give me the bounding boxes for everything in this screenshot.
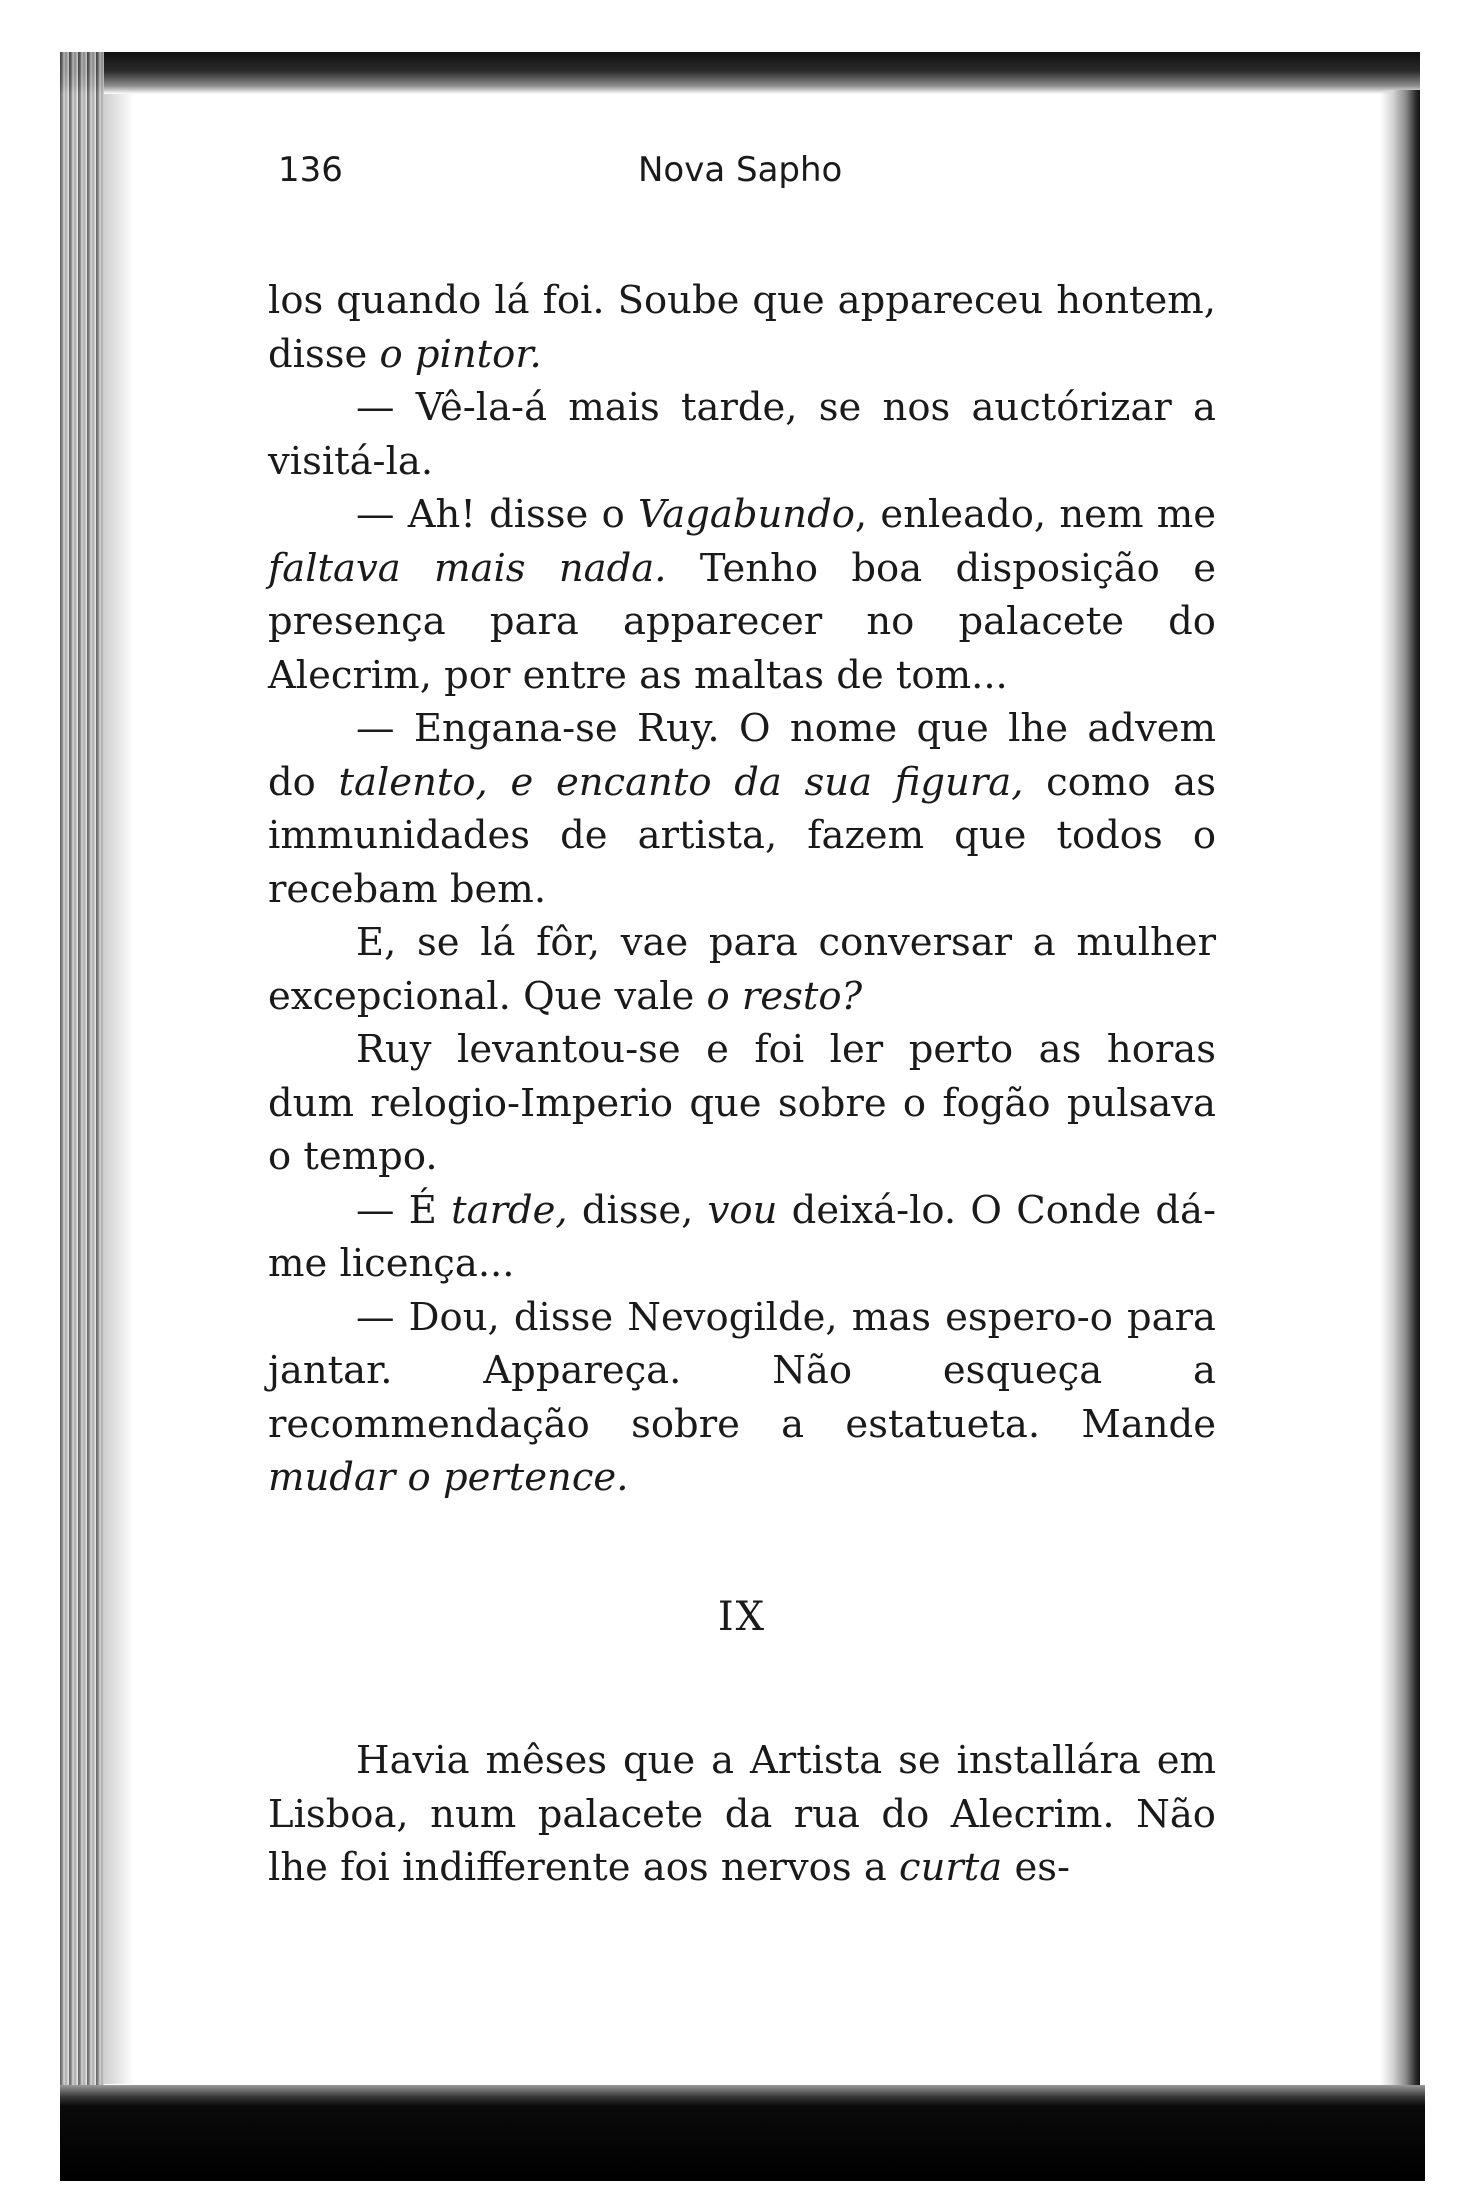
text-run: — Engana-se Ruy. O nome que lhe advem do xyxy=(268,706,1216,805)
chapter-heading: IX xyxy=(717,1593,767,1640)
text-run: — É xyxy=(356,1187,452,1233)
text-run: , enleado, nem me xyxy=(854,492,1216,537)
text-run: — Dou, disse Nevogilde, mas espero-o para jantar. Appareça. Não esqueça a recommendação sobre a estatueta. Mande xyxy=(268,1294,1216,1447)
book-page xyxy=(268,140,1228,1895)
paragraph xyxy=(268,702,1216,916)
italic-text: vou xyxy=(707,1187,778,1233)
text-run: — Vê-la-á mais tarde, se nos auctórizar a visitá-la. xyxy=(268,385,1216,484)
italic-text: o resto? xyxy=(706,973,863,1019)
text-run: deixá-lo. O Conde dá-me licença... xyxy=(268,1187,1216,1286)
paragraph xyxy=(268,488,1216,702)
italic-text: curta xyxy=(899,1845,1003,1890)
text-run: como as immunidades de artista, fazem que todos o recebam bem. xyxy=(268,759,1217,912)
running-title: Nova Sapho xyxy=(638,150,843,190)
italic-text: faltava mais nada. xyxy=(268,545,667,591)
scan-gutter-left xyxy=(60,52,104,2092)
italic-text: talento, e encanto da sua figura, xyxy=(338,759,1024,805)
scan-shadow-bottom xyxy=(60,2085,1425,2181)
paragraph xyxy=(268,1184,1216,1291)
italic-text: mudar o pertence. xyxy=(268,1455,629,1500)
text-run: E, se lá fôr, vae para conversar a mulher excepcional. Que vale xyxy=(268,920,1216,1019)
italic-text: o pintor. xyxy=(379,331,542,377)
body-text xyxy=(268,274,1228,1895)
paragraph xyxy=(268,274,1216,381)
text-run: los quando lá foi. Soube que appareceu hontem, disse xyxy=(268,278,1216,377)
text-run: Tenho boa disposição e presença para apparecer no palacete do Alecrim, por entre as maltas de tom... xyxy=(268,545,1216,698)
text-run: disse, xyxy=(567,1187,708,1233)
paragraph-list xyxy=(268,274,1216,1505)
text-run: Havia mêses que a Artista se installára em Lisboa, num palacete da rua do Alecrim. Não lhe foi indifferente aos nervos a xyxy=(268,1738,1216,1890)
italic-text: tarde, xyxy=(451,1187,568,1233)
text-run: — Ah! disse o xyxy=(356,492,639,537)
italic-text: Vagabundo xyxy=(638,492,855,537)
scan-edge-right xyxy=(1380,90,1420,2100)
paragraph xyxy=(268,1023,1216,1184)
scan-gutter-shadow xyxy=(104,94,134,2084)
running-head xyxy=(268,140,1228,200)
paragraph xyxy=(268,1734,1216,1895)
page-number: 136 xyxy=(278,150,343,190)
scan-shadow-top xyxy=(60,52,1420,94)
paragraph xyxy=(268,381,1216,488)
text-run: es- xyxy=(1002,1845,1071,1890)
paragraph xyxy=(268,916,1216,1023)
chapter-paragraph-list xyxy=(268,1734,1216,1895)
text-run: Ruy levantou-se e foi ler perto as horas dum relogio-Imperio que sobre o fogão pulsava o tempo. xyxy=(268,1027,1216,1179)
paragraph xyxy=(268,1291,1216,1505)
